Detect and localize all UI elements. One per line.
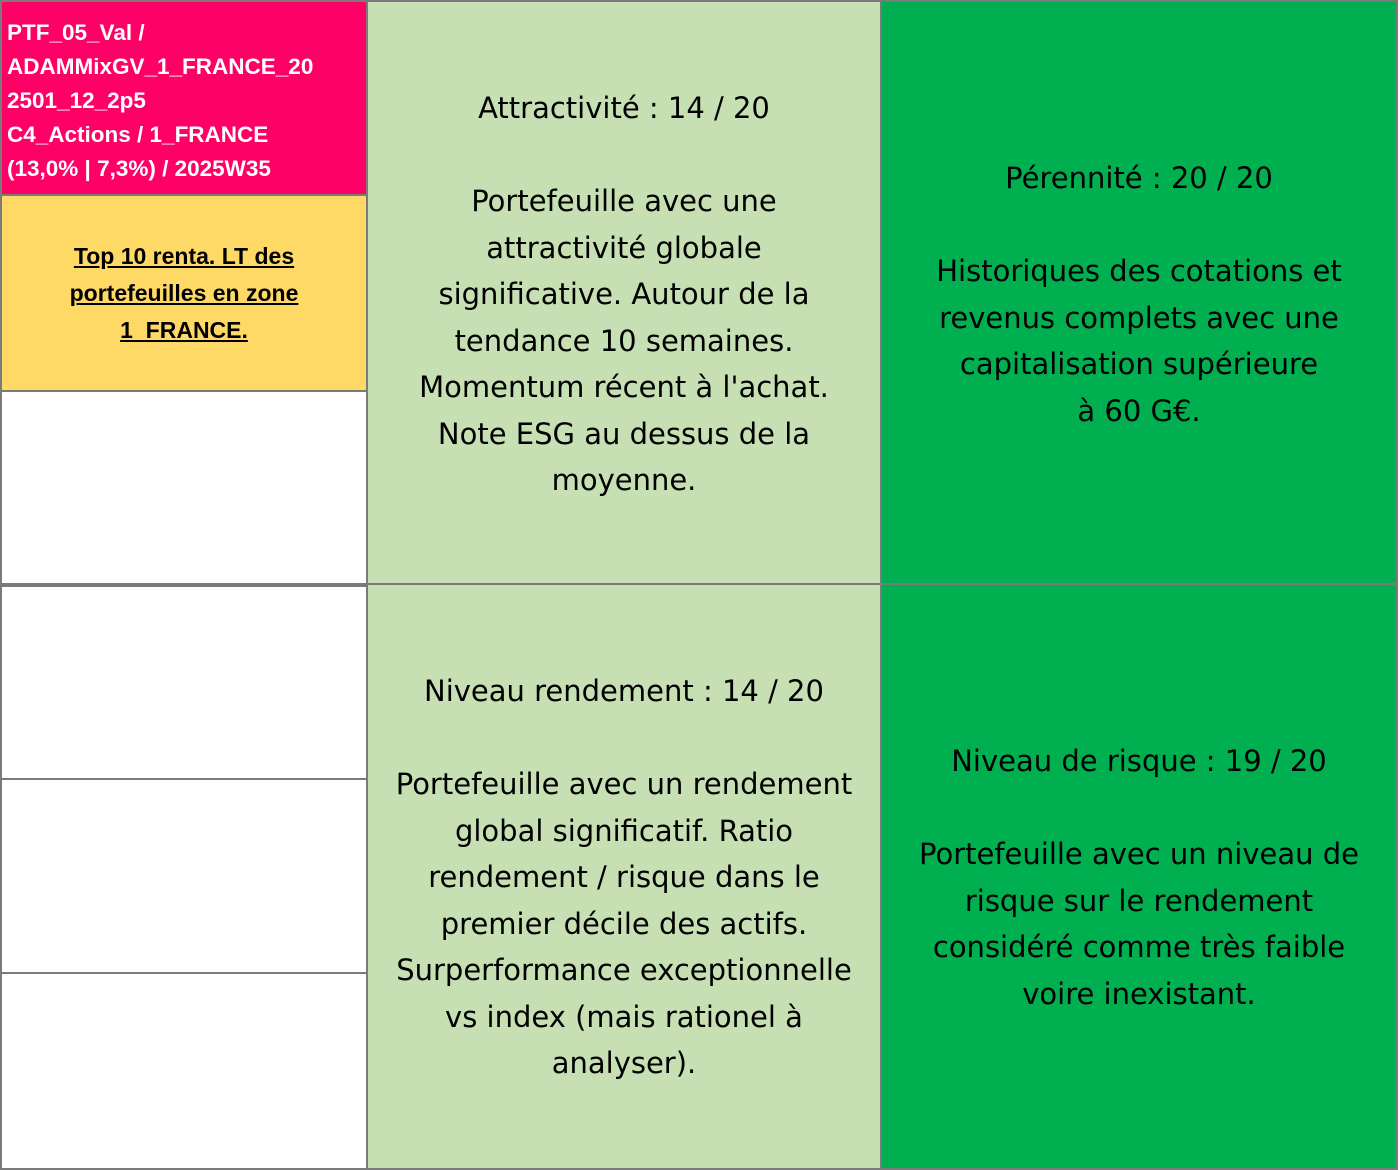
risque-content (882, 741, 1396, 1017)
risque-title: Niveau de risque : 19 / 20 (951, 744, 1327, 778)
header-line: (13,0% | 7,3%) / 2025W35 (7, 156, 271, 181)
risque-cell (880, 583, 1398, 1170)
description-line: à 60 G€. (1077, 393, 1201, 428)
attractivite-title: Attractivité : 14 / 20 (478, 91, 770, 125)
description-line: Portefeuille avec une (471, 184, 777, 218)
rendement-title: Niveau rendement : 14 / 20 (424, 674, 824, 708)
perennite-description (882, 248, 1396, 434)
description-line: rendement / risque dans le (428, 860, 820, 894)
description-line: Portefeuille avec un niveau de (919, 837, 1359, 871)
description-line: capitalisation supérieure (959, 347, 1319, 381)
top10-cell (0, 194, 368, 392)
attractivite-content (368, 88, 880, 504)
description-line: moyenne. (551, 463, 697, 497)
perennite-cell (880, 0, 1398, 585)
description-line: revenus complets avec une (939, 300, 1339, 335)
description-line: Momentum récent à l'achat. (419, 370, 829, 404)
top10-link[interactable] (2, 238, 366, 349)
description-line: Portefeuille avec un rendement (395, 767, 853, 801)
description-line: global significatif. Ratio (454, 813, 794, 848)
empty-cell (0, 390, 368, 585)
description-line: Historiques des cotations et (936, 254, 1342, 288)
description-line: considéré comme très faible (932, 930, 1346, 964)
header-line: 2501_12_2p5 (7, 88, 146, 113)
perennite-content (882, 158, 1396, 434)
portfolio-header-text (2, 2, 366, 186)
header-line: ADAMMixGV_1_FRANCE_20 (7, 54, 314, 79)
description-line: vs index (mais rationel à (445, 999, 803, 1034)
description-line: voire inexistant. (1022, 976, 1256, 1011)
attractivite-description (368, 178, 880, 504)
empty-cell (0, 972, 368, 1170)
header-line: C4_Actions / 1_FRANCE (7, 122, 269, 147)
portfolio-header-cell (0, 0, 368, 196)
attractivite-cell (366, 0, 882, 585)
description-line: tendance 10 semaines. (454, 323, 794, 358)
empty-cell (0, 585, 368, 780)
description-line: Note ESG au dessus de la (437, 416, 811, 451)
rendement-cell (366, 583, 882, 1170)
description-line: Surperformance exceptionnelle (396, 953, 852, 987)
rendement-content (368, 671, 880, 1087)
description-line: analyser). (551, 1046, 697, 1080)
top10-line: Top 10 renta. LT des (73, 243, 295, 269)
description-line: premier décile des actifs. (440, 906, 808, 941)
description-line: attractivité globale (486, 230, 762, 265)
empty-cell (0, 778, 368, 974)
risque-description (882, 831, 1396, 1017)
rendement-description (368, 761, 880, 1087)
description-line: significative. Autour de la (438, 277, 810, 311)
header-line: PTF_05_Val / (7, 20, 145, 45)
top10-line: portefeuilles en zone (69, 280, 299, 306)
perennite-title: Pérennité : 20 / 20 (1005, 161, 1273, 195)
top10-line: 1_FRANCE. (120, 317, 248, 343)
description-line: risque sur le rendement (964, 883, 1314, 918)
